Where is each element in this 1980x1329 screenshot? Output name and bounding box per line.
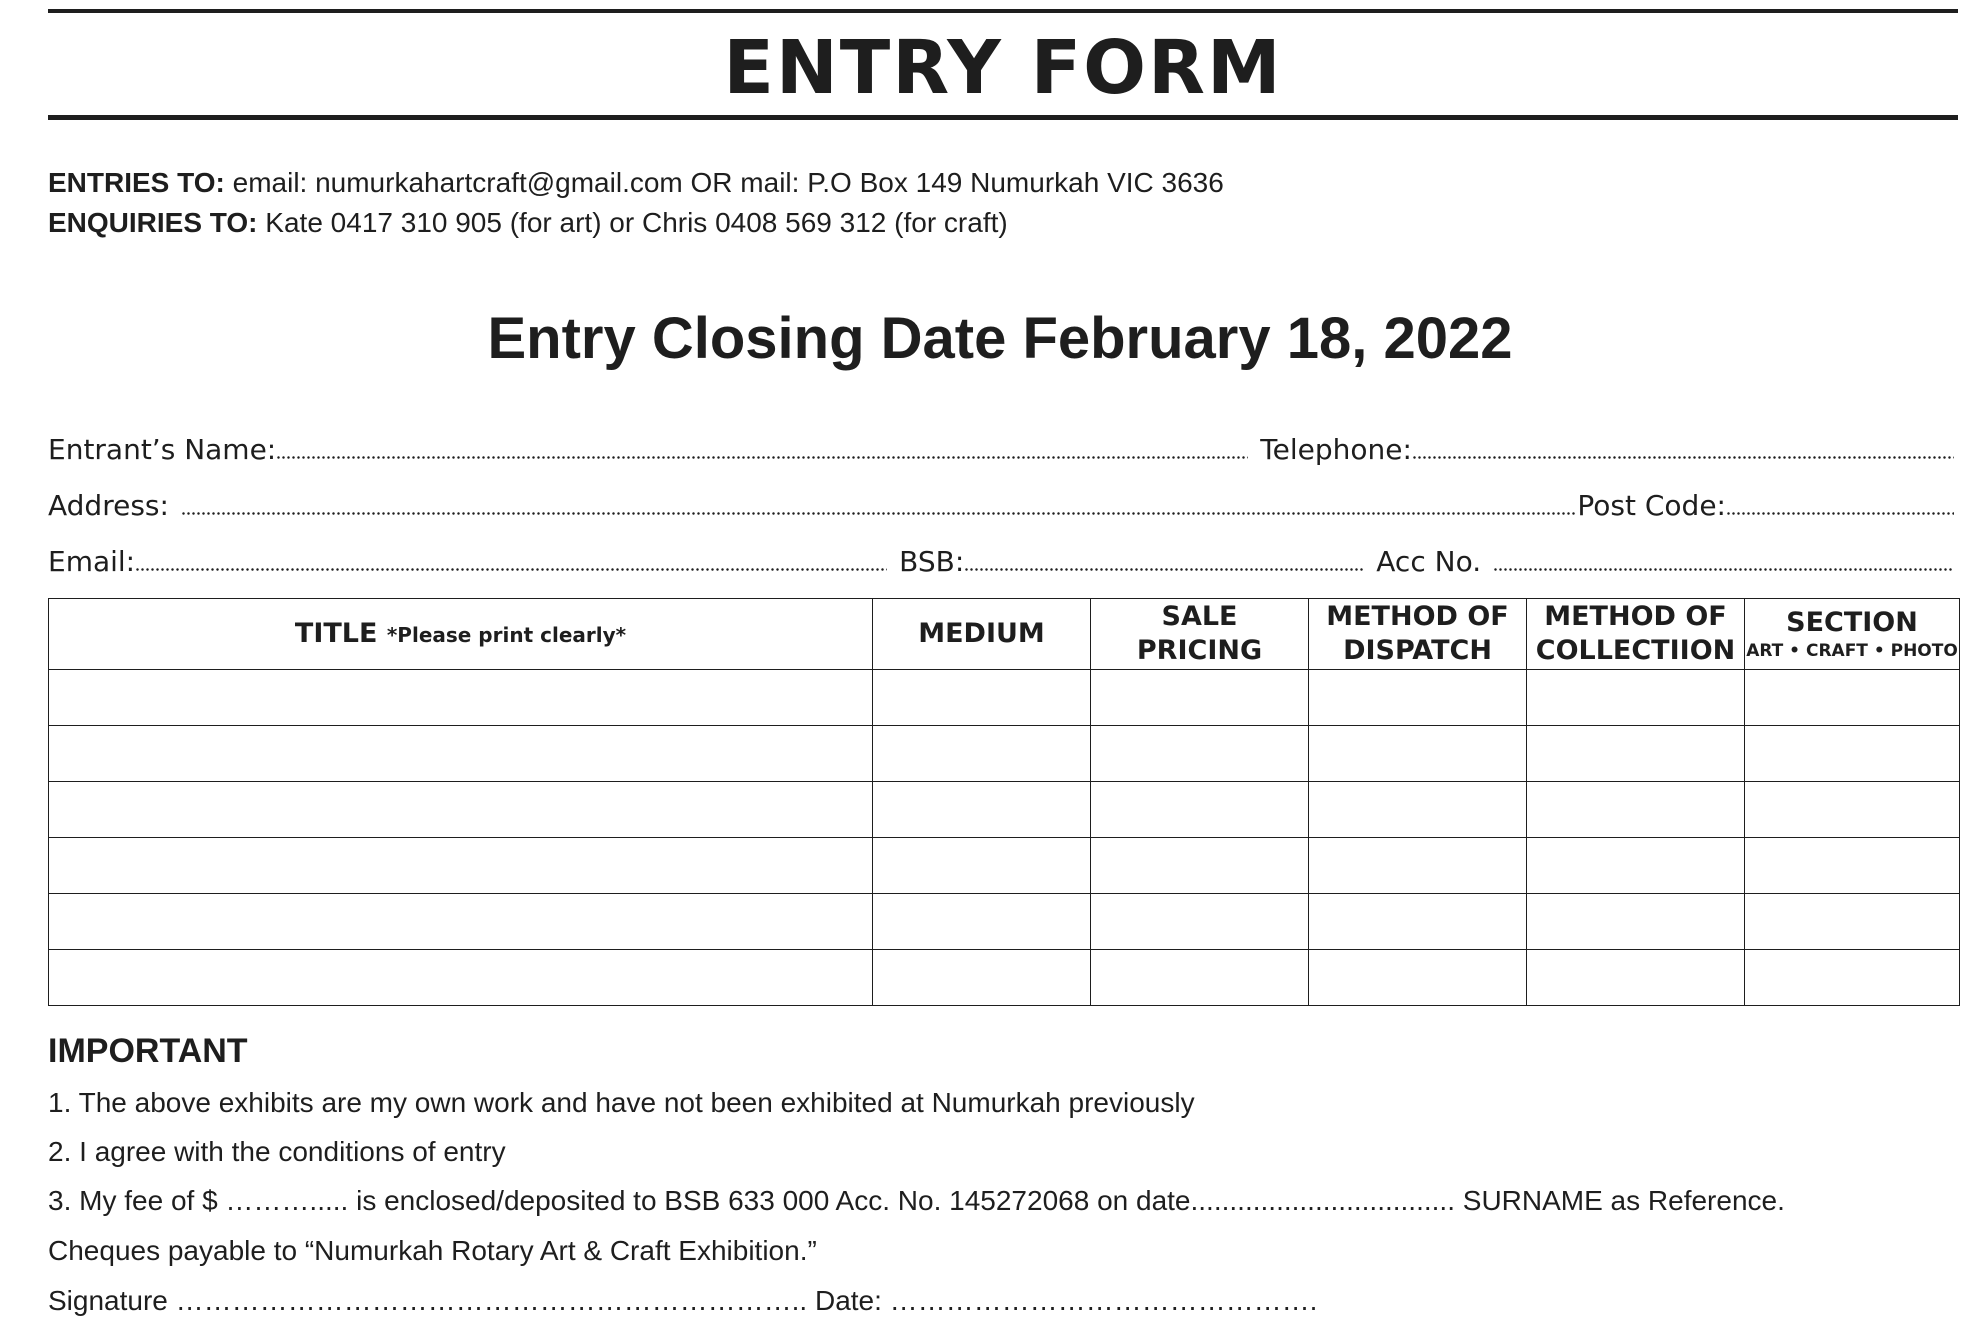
table-row — [49, 838, 1960, 894]
entries-to-line — [48, 166, 1224, 200]
telephone-label: Telephone: — [1260, 433, 1412, 466]
address-label: Address: — [48, 489, 169, 522]
section-column-header — [1745, 599, 1960, 670]
title-underline-rule — [48, 115, 1958, 120]
collection-line2: COLLECTIION — [1535, 635, 1736, 666]
medium-column-header: MEDIUM — [873, 599, 1091, 670]
medium-cell[interactable] — [873, 782, 1091, 838]
table-row — [49, 894, 1960, 950]
section-cell[interactable] — [1745, 838, 1960, 894]
section-cell[interactable] — [1745, 726, 1960, 782]
top-rule — [48, 9, 1958, 13]
entries-to-label: ENTRIES TO: — [48, 167, 225, 198]
sale-pricing-cell[interactable] — [1091, 838, 1309, 894]
medium-cell[interactable] — [873, 894, 1091, 950]
title-header-label: TITLE — [294, 617, 378, 649]
enquiries-to-label: ENQUIRIES TO: — [48, 207, 258, 238]
title-cell[interactable] — [49, 726, 873, 782]
sale-pricing-cell[interactable] — [1091, 894, 1309, 950]
dispatch-cell[interactable] — [1309, 838, 1527, 894]
table-row — [49, 670, 1960, 726]
form-title: ENTRY FORM — [723, 25, 1283, 111]
section-cell[interactable] — [1745, 782, 1960, 838]
dispatch-cell[interactable] — [1309, 950, 1527, 1006]
signature-date-line[interactable]: Signature ………………………………………………………….. Date: ………………………………………. — [48, 1285, 1318, 1316]
post-code-label: Post Code: — [1577, 489, 1726, 522]
acc-no-field[interactable] — [1493, 566, 1954, 572]
email-field[interactable] — [135, 566, 887, 572]
dispatch-cell[interactable] — [1309, 894, 1527, 950]
title-cell[interactable] — [49, 782, 873, 838]
email-bank-row — [48, 544, 1954, 580]
bsb-label: BSB: — [899, 545, 965, 578]
table-row — [49, 726, 1960, 782]
section-header-label: SECTION — [1786, 607, 1918, 638]
sale-pricing-cell[interactable] — [1091, 726, 1309, 782]
sale-pricing-cell[interactable] — [1091, 670, 1309, 726]
collection-cell[interactable] — [1527, 726, 1745, 782]
dispatch-cell[interactable] — [1309, 782, 1527, 838]
title-cell[interactable] — [49, 894, 873, 950]
collection-line1: METHOD OF — [1544, 601, 1727, 632]
entries-table — [48, 598, 1960, 1006]
cheques-payable-line: Cheques payable to “Numurkah Rotary Art & Craft Exhibition.” — [48, 1235, 817, 1266]
collection-cell[interactable] — [1527, 782, 1745, 838]
title-header-note: *Please print clearly* — [386, 622, 627, 647]
sale-pricing-column-header — [1091, 599, 1309, 670]
sale-pricing-cell[interactable] — [1091, 950, 1309, 1006]
name-telephone-row — [48, 432, 1954, 468]
table-header-row — [49, 599, 1960, 670]
title-cell[interactable] — [49, 670, 873, 726]
entrant-name-field[interactable] — [276, 454, 1248, 460]
email-label: Email: — [48, 545, 136, 578]
closing-date-heading: Entry Closing Date February 18, 2022 — [487, 306, 1513, 371]
section-cell[interactable] — [1745, 894, 1960, 950]
bsb-field[interactable] — [964, 566, 1364, 572]
dispatch-cell[interactable] — [1309, 670, 1527, 726]
declaration-item-2: 2. I agree with the conditions of entry — [48, 1136, 506, 1167]
declaration-item-1: 1. The above exhibits are my own work and have not been exhibited at Numurkah previously — [48, 1087, 1195, 1118]
entries-to-text: email: numurkahartcraft@gmail.com OR mail: P.O Box 149 Numurkah VIC 3636 — [224, 167, 1224, 198]
dispatch-column-header — [1309, 599, 1527, 670]
important-heading: IMPORTANT — [48, 1032, 248, 1070]
dispatch-line1: METHOD OF — [1326, 601, 1509, 632]
sale-pricing-cell[interactable] — [1091, 782, 1309, 838]
medium-cell[interactable] — [873, 726, 1091, 782]
collection-cell[interactable] — [1527, 670, 1745, 726]
address-postcode-row — [48, 488, 1954, 524]
post-code-field[interactable] — [1726, 510, 1954, 516]
collection-column-header — [1527, 599, 1745, 670]
section-cell[interactable] — [1745, 950, 1960, 1006]
acc-no-label: Acc No. — [1376, 545, 1482, 578]
dispatch-line2: DISPATCH — [1343, 635, 1492, 666]
enquiries-to-line — [48, 206, 1008, 240]
declaration-item-3: 3. My fee of $ ………..... is enclosed/deposited to BSB 633 000 Acc. No. 145272068 on date.................................. SURNAME as Reference. — [48, 1185, 1785, 1216]
title-cell[interactable] — [49, 950, 873, 1006]
dispatch-cell[interactable] — [1309, 726, 1527, 782]
address-field[interactable] — [181, 510, 1577, 516]
medium-cell[interactable] — [873, 838, 1091, 894]
section-options: ART • CRAFT • PHOTO — [1746, 641, 1958, 661]
title-cell[interactable] — [49, 838, 873, 894]
sale-pricing-line1: SALE — [1161, 601, 1238, 632]
table-row — [49, 950, 1960, 1006]
collection-cell[interactable] — [1527, 838, 1745, 894]
medium-cell[interactable] — [873, 950, 1091, 1006]
title-column-header — [49, 599, 873, 670]
collection-cell[interactable] — [1527, 950, 1745, 1006]
collection-cell[interactable] — [1527, 894, 1745, 950]
sale-pricing-line2: PRICING — [1136, 635, 1263, 666]
enquiries-to-text: Kate 0417 310 905 (for art) or Chris 0408 569 312 (for craft) — [257, 207, 1008, 238]
medium-cell[interactable] — [873, 670, 1091, 726]
telephone-field[interactable] — [1412, 454, 1954, 460]
entrant-name-label: Entrant’s Name: — [48, 433, 277, 466]
section-cell[interactable] — [1745, 670, 1960, 726]
table-row — [49, 782, 1960, 838]
